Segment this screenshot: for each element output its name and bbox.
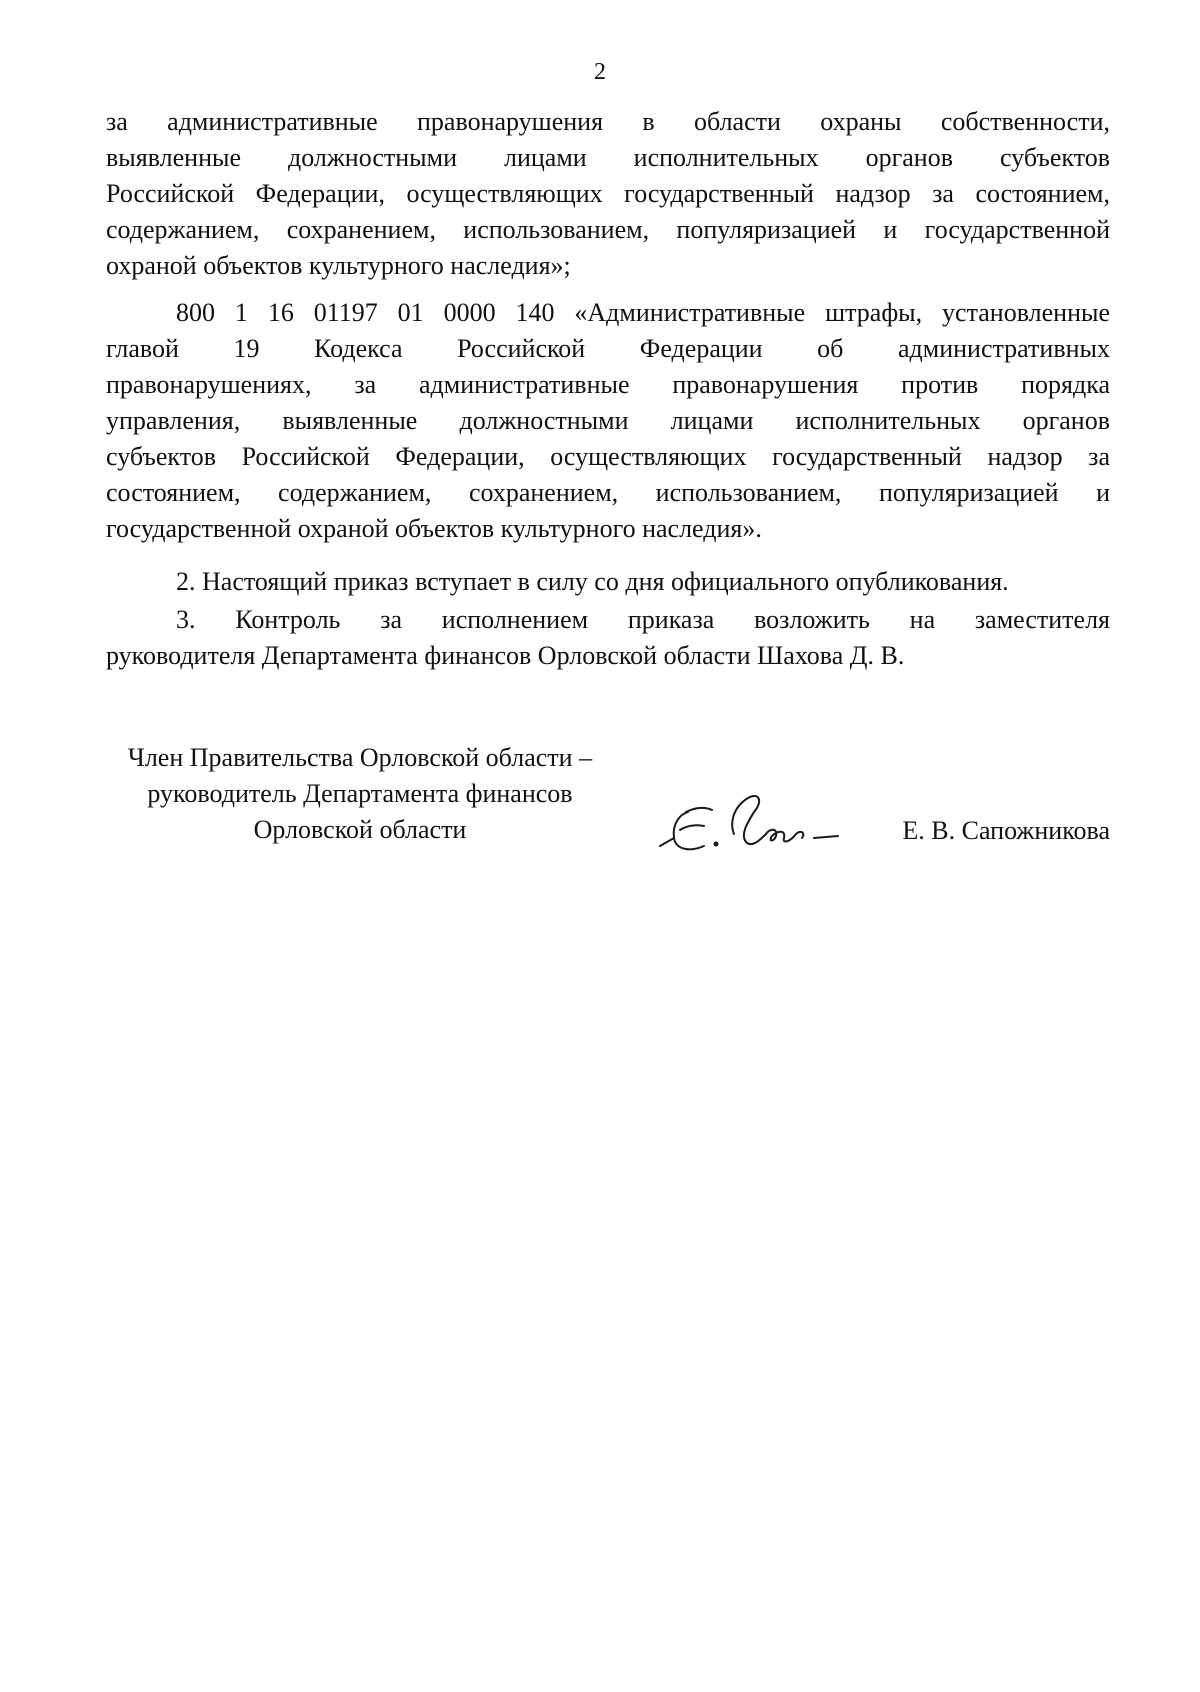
text-line: субъектов Российской Федерации, осуществляющих государственный надзор за (106, 442, 1110, 471)
text-line: главой 19 Кодекса Российской Федерации об административных (106, 334, 1110, 363)
text-line: содержанием, сохранением, использованием, популяризацией и государственной (106, 215, 1110, 244)
handwritten-signature-icon (650, 772, 880, 862)
text-line: 3. Контроль за исполнением приказа возложить на заместителя (176, 605, 1110, 634)
text-line: государственной охраной объектов культурного наследия». (106, 514, 762, 543)
text-line: охраной объектов культурного наследия»; (106, 251, 571, 280)
paragraph-item-3 (106, 602, 1110, 674)
text-line: Российской Федерации, осуществляющих государственный надзор за состоянием, (106, 179, 1110, 208)
signer-position (100, 740, 620, 848)
signer-position-line: Член Правительства Орловской области – (127, 743, 593, 772)
page-number: 2 (594, 59, 606, 85)
signer-position-line: Орловской области (253, 815, 467, 844)
signer-position-line: руководитель Департамента финансов (147, 779, 573, 808)
paragraph-continuation (106, 104, 1110, 284)
paragraph-budget-code (106, 295, 1110, 547)
text-line: управления, выявленные должностными лицами исполнительных органов (106, 406, 1110, 435)
text-line: выявленные должностными лицами исполнительных органов субъектов (106, 143, 1110, 172)
text-line: 800 1 16 01197 01 0000 140 «Административные штрафы, установленные (176, 298, 1110, 327)
text-line: правонарушениях, за административные правонарушения против порядка (106, 370, 1110, 399)
paragraph-item-2 (106, 564, 1110, 600)
text-line: состоянием, содержанием, сохранением, использованием, популяризацией и (106, 478, 1110, 507)
text-line: руководителя Департамента финансов Орловской области Шахова Д. В. (106, 641, 905, 670)
text-line: 2. Настоящий приказ вступает в силу со дня официального опубликования. (176, 567, 1009, 596)
signature-block (100, 740, 1110, 860)
text-line: за административные правонарушения в области охраны собственности, (106, 107, 1110, 136)
signer-name: Е. В. Сапожникова (902, 816, 1110, 845)
